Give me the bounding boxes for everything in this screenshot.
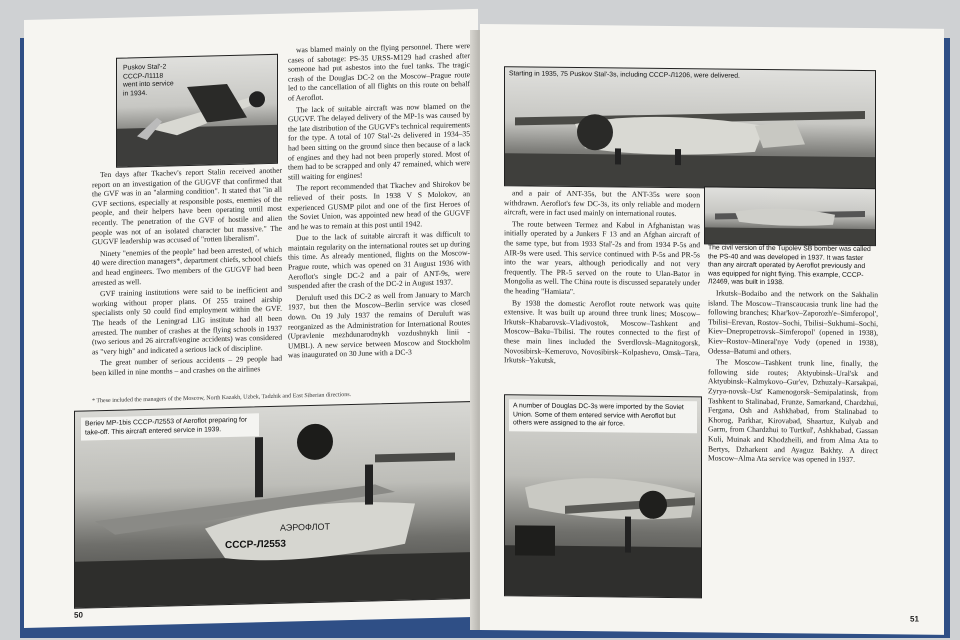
photo-caption: The civil version of the Tupolev SB bomber was called the PS-40 and was developed in 1937. It was faster than any aircraft operated by Aeroflot previously and was equipped for night flying. This example, CCCP-Л2469, was built in 1938. (708, 244, 871, 287)
paragraph: Irkutsk–Bodaibo and the network on the Sakhalin island. The Moscow–Transcaucasia trunk line had the following branches; Khar'kov–Zaporozh'e–Simferopol', Tbilisi–Erevan, Rostov–Sochi, Tbilisi–Sukhumi–Sochi, Kiev–Dnepropetrovsk–Simferopol' (opened in 1938), Kiev–Rostov–Mineral'nye Vody (opened in 1938), Odessa–Batumi and others. (708, 288, 878, 356)
photo-caption: Starting in 1935, 75 Puskov Stal'-3s, including CCCP-Л1206, were delivered. (509, 70, 740, 80)
paragraph: The report recommended that Tkachev and Shirokov be relieved of their posts. In 1938 V S Molokov, an experienced GUSMP pilot and one of the first Heroes of the Soviet Union, was appointed new head of the GUGVF and he was to remain at this post until 1942. (288, 179, 470, 232)
page-number: 50 (74, 610, 83, 620)
photo-stal3 (504, 66, 876, 190)
plane-registration-text: CCCP-Л2553 (224, 538, 286, 552)
ps40-plane-illustration (705, 187, 875, 245)
paragraph: Deruluft used this DC-2 as well from January to March 1937, but then the Moscow–Berlin service was closed down. On 19 July 1937 the remains of Deruluft was reorganized as the Administration for International Routes (Upravlenie mezhdunarodnykh vozdushnykh linii - UMBL). A new service between Moscow and Stockholm was inaugurated on 30 June with a DC-3 (288, 288, 470, 360)
paragraph: The Moscow–Tashkent trunk line, finally, the following side routes; Aktyubinsk–Ural'sk and Aktyubinsk–Kalmykovo–Gur'ev, Dzhuzaly–Karsakpai, Zyrya-novsk–Ust' Kamenogorsk–Semipalatinsk, from Tashkent to Stalinabad, Frunze, Samarkand, Chardzhui, Fergana, Osh and Ashkhabad, from Stalinabad to Khorog, Parkhar, Kirovabad, Shaartuz, Kulyab and Garm, from Chardzhui to Turtkul', Ashkhabad, Gassan Kuli, Muinak and Khodzheili, and from Alma Ata to Bertys, Dzharkent and Ayaguz Bakhty. A direct Moscow–Alma Ata service was opened in 1937. (708, 357, 878, 465)
paragraph: Due to the lack of suitable aircraft it was difficult to maintain regularity on the international routes set up during this time. As already mentioned, flights on the Moscow-Prague route, which was opened on 31 August 1936 with Aeroflot's single DC-2 and a pair of ANT-9s, were suspended after the crash of the DC-2 in August 1937. (288, 229, 470, 291)
photo-dc3 (504, 394, 702, 598)
paragraph: By 1938 the domestic Aeroflot route network was quite extensive. It was built up around three trunk lines; Moscow–Irkutsk–Khabarovsk–Vladivostok, Moscow–Tashkent and Moscow–Baku–Tbilisi. The routes connected to the first of these main lines included the Sverdlovsk–Magnitogorsk, Novosibirsk–Kemerovo, Novosibirsk–Kolpashevo, Omsk–Tara, Irkutsk–Yakutsk, (504, 297, 700, 365)
left-column-2 (288, 41, 470, 362)
left-column-1 (92, 166, 282, 380)
photo-stal2 (116, 54, 278, 168)
paragraph: GVF training institutions were said to be inefficient and working without proper plans. Of 255 trained airship specialists only 50 could find employment within the GVF. The heads of the Leningrad LIG institute had all been arrested. The number of crashes at the flying schools in 1937 (two serious and 26 aircraft/engine accidents) was considered as "very high" and indicated a serious lack of discipline. (92, 284, 282, 357)
paragraph: The great number of serious accidents – 29 people had been killed in nine months – and crashes on the airlines (92, 353, 282, 378)
photo-mp1bis (74, 401, 472, 609)
right-column-1 (504, 188, 700, 369)
paragraph: The lack of suitable aircraft was now blamed on the GUGVF. The delayed delivery of the MP-1s was caused by the late distribution of the GUGVF's technical requirements for the type. A total of 107 Stal'-2s delivered in 1934–35 had been sitting on the ground since then because of a lack of engines and they had not been properly stored. Most of them had to be scrapped and only 47 remained, which were still waiting for engines! (288, 100, 470, 182)
paragraph: Ninety "enemies of the people" had been arrested, of which 40 were direction managers*, department chiefs, school chiefs and head engineers. Two members of the GUGVF had been arrested as well. (92, 244, 282, 287)
paragraph: was blamed mainly on the flying personnel. There were cases of sabotage: PS-35 URSS-M129 had crashed after someone had put asbestos into the fuel tanks. The tragic crash of the Douglas DC-2 on the Moscow–Prague route led to the cancellation of all flights on this route on behalf of Aeroflot. (288, 41, 470, 103)
paragraph: The route between Termez and Kabul in Afghanistan was initially operated by a Junkers F 13 and an Afghan aircraft of the same type, but from 1933 Stal'-2s and from 1934 P-5s and AIR-9s were used. This service continued with P-5s and PR-5s into the war years, although periodically and not very frequently. The PR-5 served on the route to Ulan-Bator in Mongolia as well. The China route is discussed separately under the heading "Hamiata". (504, 219, 700, 296)
plane-logo-text: АЭРОФЛОТ (280, 521, 331, 533)
paragraph: Ten days after Tkachev's report Stalin received another report on an investigation of the GUGVF that confirmed that the GVF was in an "alarming condition". It stated that "in all GVF sections, especially at responsible posts, enemies of the people, and their helpers have been operating until most recently. The penetration of the GVF of hostile and alien people was not of an isolated character but massive." The GUGVF leadership was accused of "rotten liberalism". (92, 165, 282, 247)
photo-caption: Beriev MP-1bis CCCP-Л2553 of Aeroflot preparing for take-off. This aircraft entered service in 1939. (81, 413, 259, 440)
right-column-2 (708, 288, 878, 466)
right-page (480, 24, 944, 635)
photo-caption: A number of Douglas DC-3s were imported by the Soviet Union. Some of them entered service with Aeroflot but others were assigned to the air force. (509, 399, 697, 432)
left-page (24, 9, 478, 628)
photo-caption: Puskov Stal'-2 CCCP-Л1118 went into service in 1934. (123, 63, 174, 98)
page-number: 51 (910, 614, 919, 624)
paragraph: and a pair of ANT-35s, but the ANT-35s were soon withdrawn. Aeroflot's few DC-3s, its only reliable and modern aircraft, were in fact used mainly on international routes. (504, 188, 700, 219)
photo-ps40 (704, 186, 876, 246)
stal3-plane-illustration (505, 67, 875, 189)
footnote: * These included the managers of the Moscow, North Kazakh, Uzbek, Tadzhik and East Siberian directions. (92, 392, 352, 405)
